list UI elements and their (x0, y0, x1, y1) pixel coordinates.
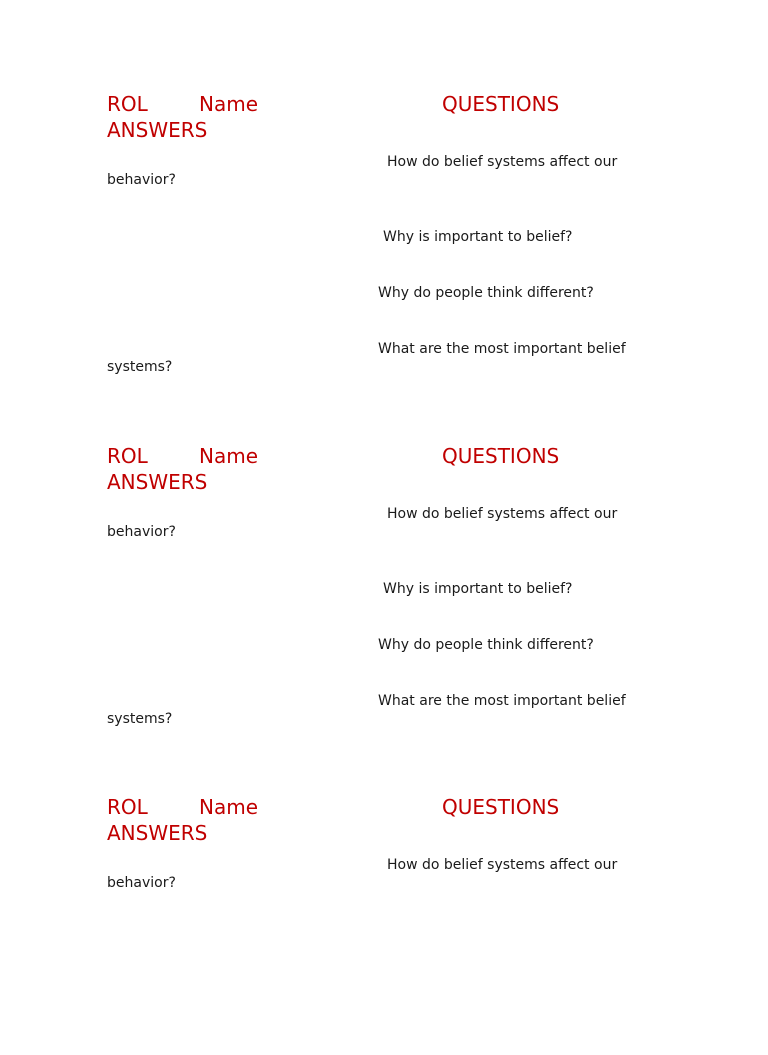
answers-heading: ANSWERS (107, 470, 208, 494)
answers-heading: ANSWERS (107, 118, 208, 142)
question-1-line-2: behavior? (107, 172, 176, 188)
name-label: Name (199, 444, 259, 468)
question-1-line-1: How do belief systems affect our (387, 857, 618, 873)
question-4-line-2: systems? (107, 711, 173, 727)
question-block-1 (0, 0, 768, 375)
name-label: Name (199, 795, 259, 819)
questions-heading: QUESTIONS (442, 795, 560, 819)
question-3: Why do people think different? (378, 285, 594, 301)
question-4-line-1: What are the most important belief (378, 693, 626, 709)
question-block-3 (0, 703, 768, 1055)
question-1-line-2: behavior? (107, 875, 176, 891)
rol-label: ROL (107, 92, 148, 116)
questions-heading: QUESTIONS (442, 92, 560, 116)
question-4-line-2: systems? (107, 359, 173, 375)
question-2: Why is important to belief? (383, 229, 573, 245)
question-1-line-2: behavior? (107, 524, 176, 540)
rol-label: ROL (107, 444, 148, 468)
question-1-line-1: How do belief systems affect our (387, 506, 618, 522)
question-1-line-1: How do belief systems affect our (387, 154, 618, 170)
answers-heading: ANSWERS (107, 821, 208, 845)
question-4-line-1: What are the most important belief (378, 341, 626, 357)
questions-heading: QUESTIONS (442, 444, 560, 468)
question-block-2 (0, 352, 768, 727)
question-3: Why do people think different? (378, 637, 594, 653)
rol-label: ROL (107, 795, 148, 819)
name-label: Name (199, 92, 259, 116)
question-2: Why is important to belief? (383, 581, 573, 597)
